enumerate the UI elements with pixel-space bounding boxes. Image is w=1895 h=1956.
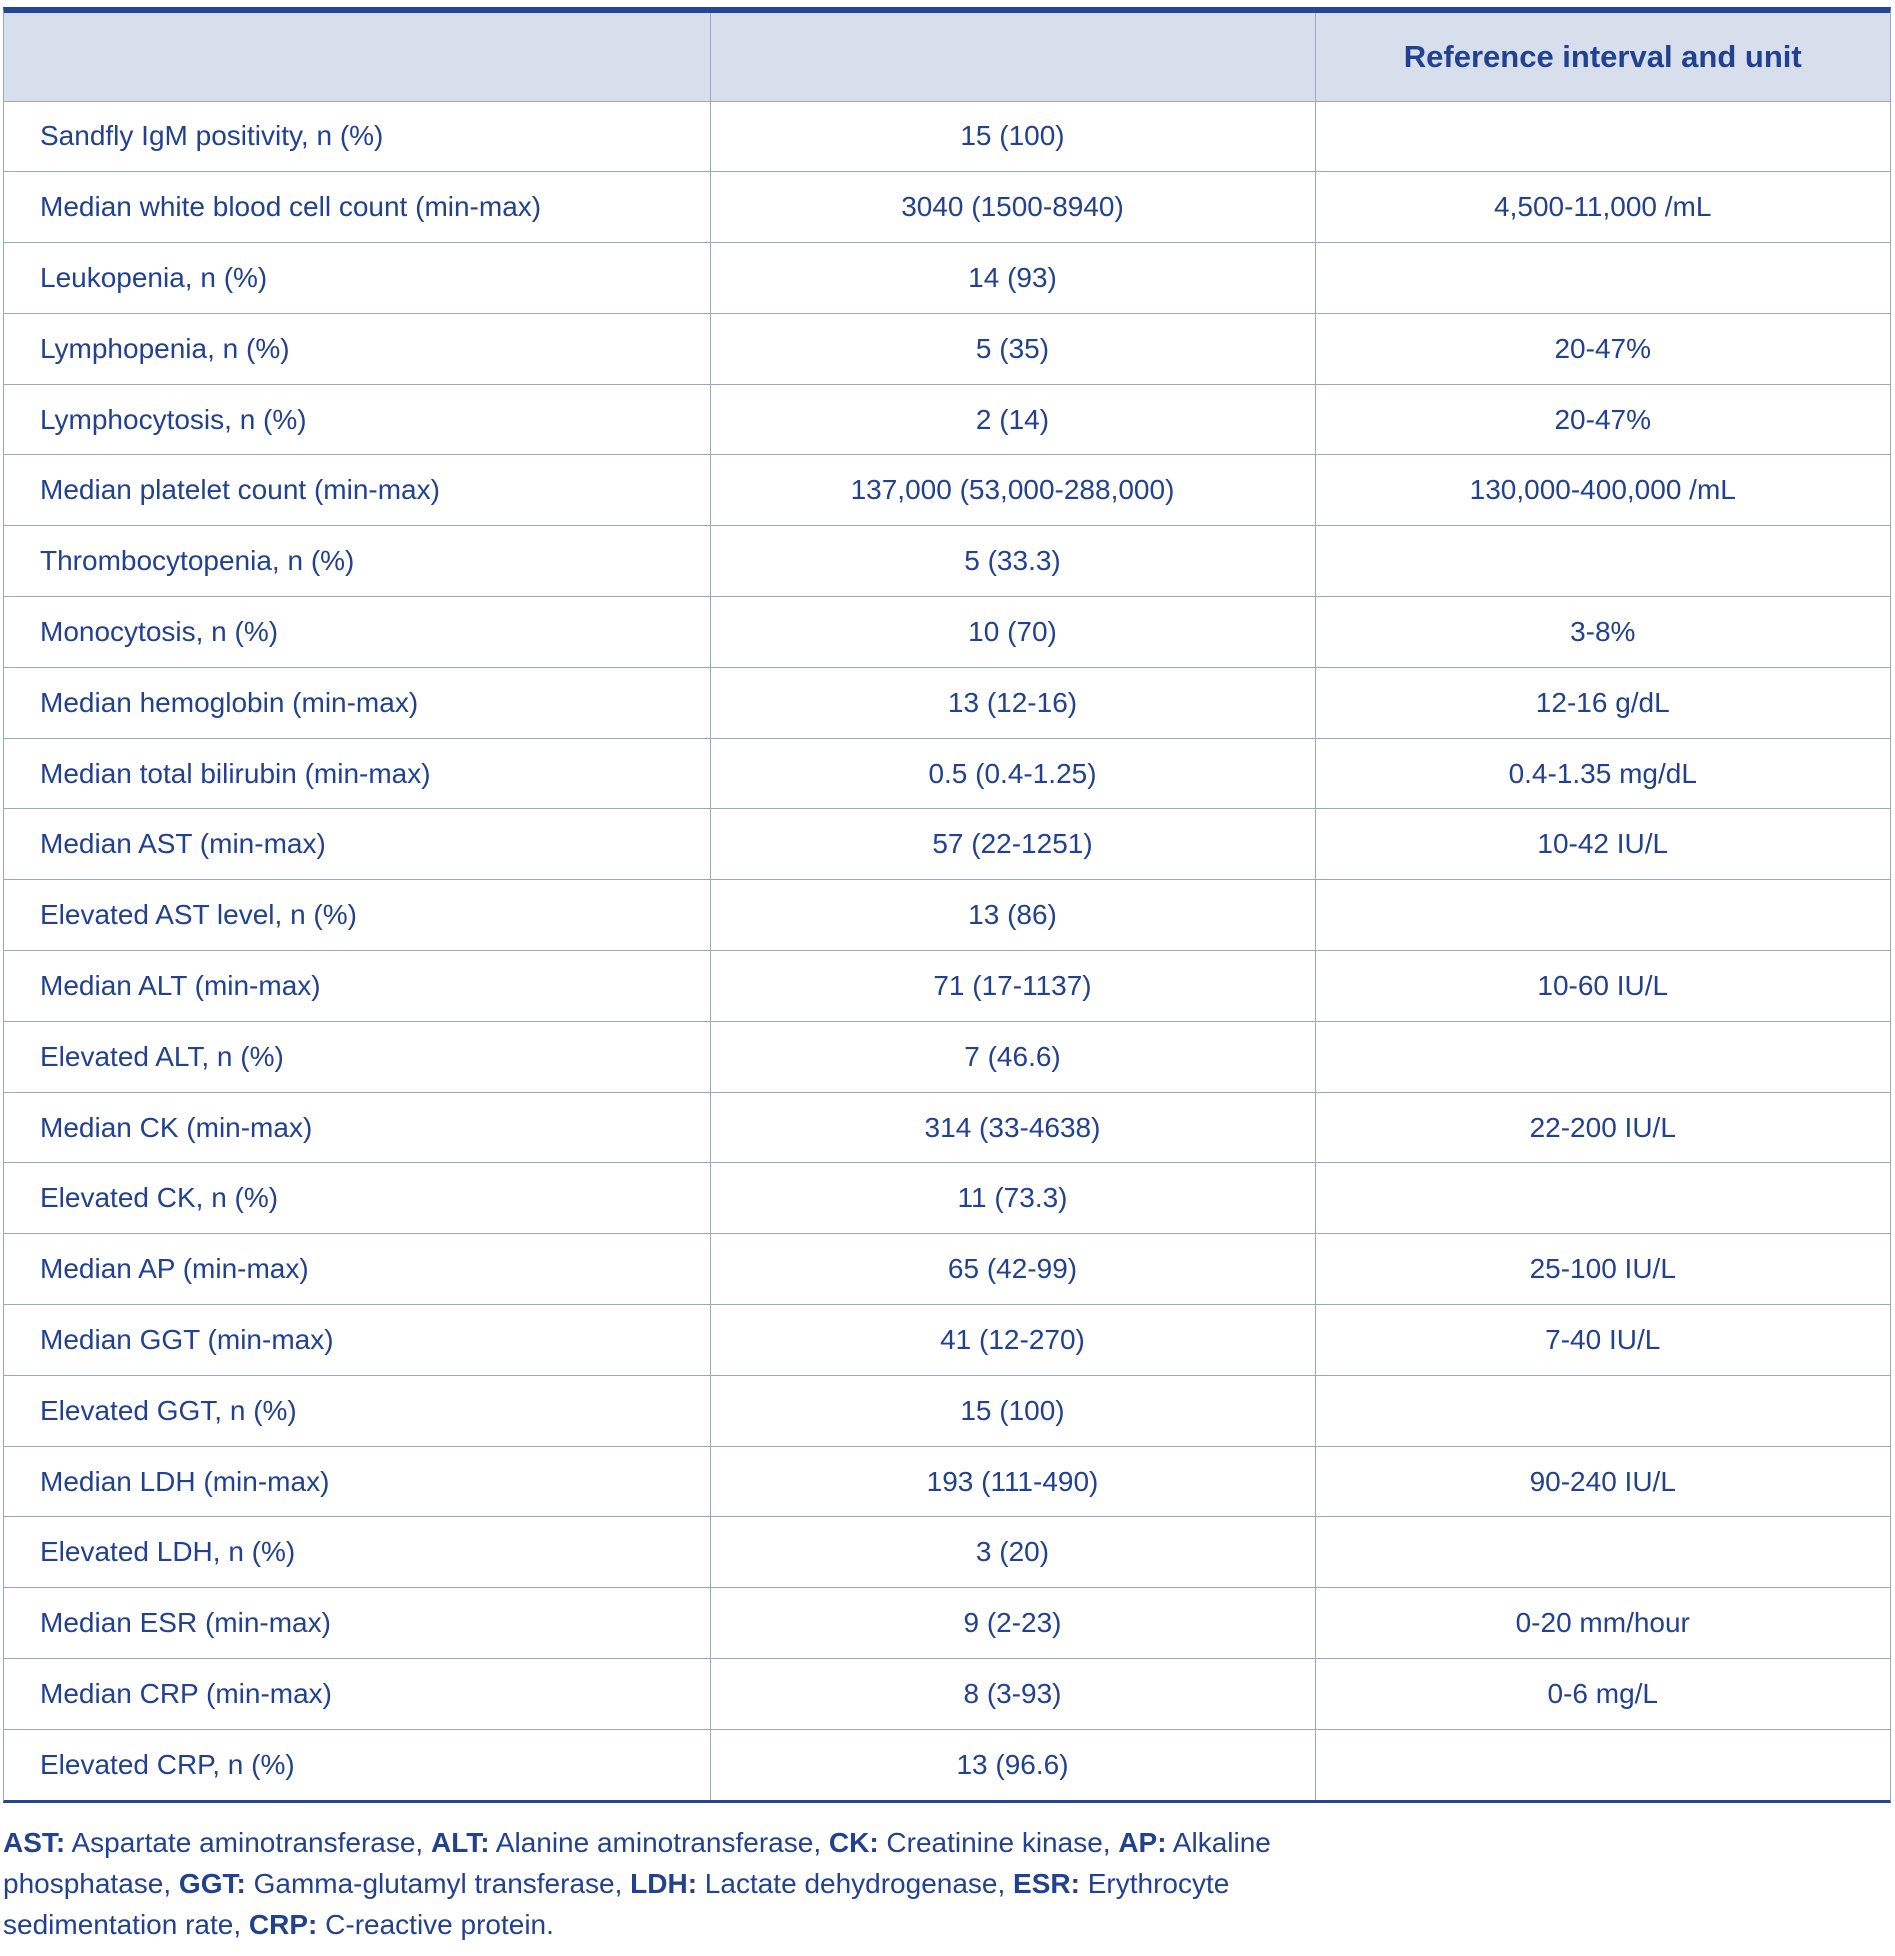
row-label-cell: Median total bilirubin (min-max) [4,738,710,809]
row-value-cell: 8 (3-93) [710,1659,1315,1730]
row-reference-cell: 0-20 mm/hour [1315,1588,1890,1659]
footnote-definition: Creatinine kinase, [878,1827,1119,1858]
row-label-cell: Median platelet count (min-max) [4,455,710,526]
row-reference-cell [1315,1163,1890,1234]
table-row [4,1446,1890,1517]
row-label-cell: Elevated GGT, n (%) [4,1375,710,1446]
footnote-definition: Alkaline phosphatase, [3,1827,1271,1899]
table-row [4,1092,1890,1163]
row-label-cell: Median CK (min-max) [4,1092,710,1163]
table-row [4,738,1890,809]
table-row [4,101,1890,172]
row-value-cell: 41 (12-270) [710,1305,1315,1376]
row-reference-cell: 7-40 IU/L [1315,1305,1890,1376]
table-row [4,1659,1890,1730]
row-label-cell: Monocytosis, n (%) [4,597,710,668]
row-value-cell: 9 (2-23) [710,1588,1315,1659]
table-row [4,1305,1890,1376]
row-reference-cell: 0.4-1.35 mg/dL [1315,738,1890,809]
row-value-cell: 15 (100) [710,1375,1315,1446]
row-reference-cell: 4,500-11,000 /mL [1315,172,1890,243]
footnote-definition: Gamma-glutamyl transferase, [245,1868,631,1899]
row-label-cell: Elevated CRP, n (%) [4,1729,710,1800]
row-reference-cell [1315,243,1890,314]
row-value-cell: 314 (33-4638) [710,1092,1315,1163]
table-row [4,1517,1890,1588]
table-row [4,951,1890,1022]
footnote-definition: Alanine aminotransferase, [489,1827,829,1858]
row-value-cell: 5 (35) [710,313,1315,384]
table-row [4,1021,1890,1092]
row-reference-cell: 3-8% [1315,597,1890,668]
row-reference-cell: 22-200 IU/L [1315,1092,1890,1163]
footnote-abbreviation: CRP: [248,1909,318,1940]
table-footnote [3,1822,1303,1945]
row-value-cell: 71 (17-1137) [710,951,1315,1022]
row-reference-cell: 10-42 IU/L [1315,809,1890,880]
row-label-cell: Elevated AST level, n (%) [4,880,710,951]
row-value-cell: 7 (46.6) [710,1021,1315,1092]
table-row [4,243,1890,314]
row-reference-cell [1315,1375,1890,1446]
row-reference-cell: 130,000-400,000 /mL [1315,455,1890,526]
table-row [4,1375,1890,1446]
table-body [4,101,1890,1800]
footnote-abbreviation: AST: [3,1827,66,1858]
row-reference-cell: 20-47% [1315,313,1890,384]
row-reference-cell [1315,1517,1890,1588]
row-value-cell: 2 (14) [710,384,1315,455]
header-row [4,13,1890,101]
row-reference-cell: 90-240 IU/L [1315,1446,1890,1517]
row-reference-cell: 10-60 IU/L [1315,951,1890,1022]
table-row [4,526,1890,597]
row-value-cell: 3 (20) [710,1517,1315,1588]
row-label-cell: Lymphopenia, n (%) [4,313,710,384]
footnote-definition: Erythrocyte sedimentation rate, [3,1868,1230,1940]
row-label-cell: Median AST (min-max) [4,809,710,880]
table-row [4,1588,1890,1659]
row-value-cell: 5 (33.3) [710,526,1315,597]
row-label-cell: Median white blood cell count (min-max) [4,172,710,243]
footnote-abbreviation: CK: [828,1827,879,1858]
row-value-cell: 193 (111-490) [710,1446,1315,1517]
row-label-cell: Leukopenia, n (%) [4,243,710,314]
row-label-cell: Thrombocytopenia, n (%) [4,526,710,597]
header-cell-reference: Reference interval and unit [1315,13,1890,101]
row-value-cell: 13 (12-16) [710,667,1315,738]
row-value-cell: 0.5 (0.4-1.25) [710,738,1315,809]
row-reference-cell [1315,1021,1890,1092]
table-row [4,1729,1890,1800]
row-reference-cell [1315,1729,1890,1800]
row-label-cell: Median GGT (min-max) [4,1305,710,1376]
table-header [4,13,1890,101]
table-row [4,809,1890,880]
row-value-cell: 3040 (1500-8940) [710,172,1315,243]
row-value-cell: 137,000 (53,000-288,000) [710,455,1315,526]
table-row [4,1234,1890,1305]
footnote-definition: Aspartate aminotransferase, [65,1827,431,1858]
row-value-cell: 15 (100) [710,101,1315,172]
lab-results-table [4,13,1890,1800]
row-label-cell: Elevated CK, n (%) [4,1163,710,1234]
row-value-cell: 13 (86) [710,880,1315,951]
row-label-cell: Median CRP (min-max) [4,1659,710,1730]
table-row [4,1163,1890,1234]
table-row [4,667,1890,738]
lab-results-table-container [3,7,1891,1803]
footnote-definition: Lactate dehydrogenase, [697,1868,1014,1899]
row-reference-cell: 25-100 IU/L [1315,1234,1890,1305]
table-row [4,384,1890,455]
row-reference-cell: 20-47% [1315,384,1890,455]
row-value-cell: 57 (22-1251) [710,809,1315,880]
row-label-cell: Median AP (min-max) [4,1234,710,1305]
table-row [4,880,1890,951]
table-row [4,597,1890,668]
table-row [4,172,1890,243]
row-reference-cell [1315,880,1890,951]
row-reference-cell [1315,526,1890,597]
row-label-cell: Median ESR (min-max) [4,1588,710,1659]
table-row [4,455,1890,526]
row-value-cell: 10 (70) [710,597,1315,668]
header-cell-value [710,13,1315,101]
row-value-cell: 11 (73.3) [710,1163,1315,1234]
row-label-cell: Elevated ALT, n (%) [4,1021,710,1092]
footnote-abbreviation: AP: [1118,1827,1167,1858]
footnote-abbreviation: GGT: [178,1868,246,1899]
footnote-definition: C-reactive protein. [317,1909,554,1940]
row-label-cell: Median LDH (min-max) [4,1446,710,1517]
row-value-cell: 13 (96.6) [710,1729,1315,1800]
row-label-cell: Median ALT (min-max) [4,951,710,1022]
row-label-cell: Median hemoglobin (min-max) [4,667,710,738]
footnote-abbreviation: ALT: [430,1827,490,1858]
row-label-cell: Elevated LDH, n (%) [4,1517,710,1588]
row-reference-cell: 0-6 mg/L [1315,1659,1890,1730]
row-label-cell: Sandfly IgM positivity, n (%) [4,101,710,172]
row-value-cell: 65 (42-99) [710,1234,1315,1305]
footnote-abbreviation: ESR: [1013,1868,1080,1899]
footnote-abbreviation: LDH: [630,1868,698,1899]
table-row [4,313,1890,384]
row-value-cell: 14 (93) [710,243,1315,314]
row-reference-cell: 12-16 g/dL [1315,667,1890,738]
row-label-cell: Lymphocytosis, n (%) [4,384,710,455]
header-cell-parameter [4,13,710,101]
row-reference-cell [1315,101,1890,172]
